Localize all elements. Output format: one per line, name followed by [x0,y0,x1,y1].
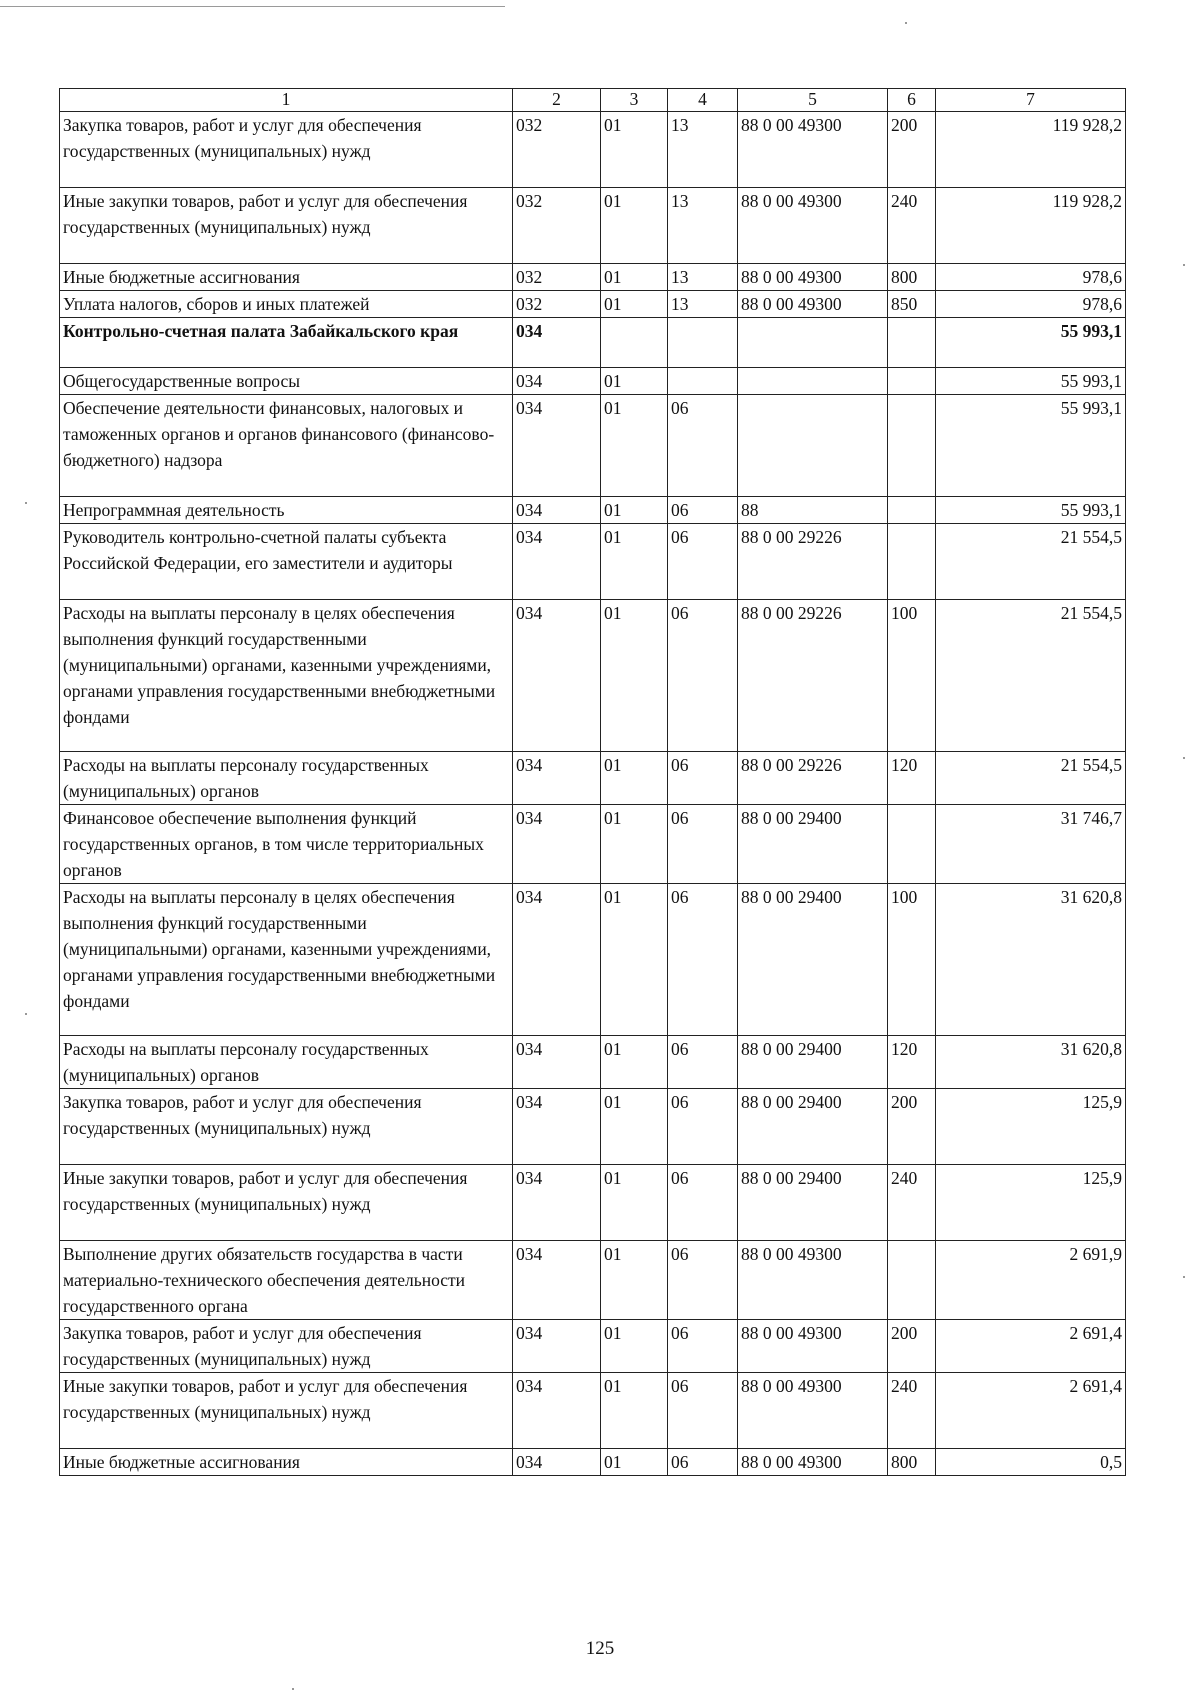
section-code-cell: 01 [601,884,668,1036]
row-name-cell: Уплата налогов, сборов и иных платежей [60,291,513,318]
scan-speck [25,502,27,504]
ministry-code-cell: 034 [513,1165,601,1241]
table-row [60,497,1126,524]
table-row [60,1373,1126,1449]
target-item-cell: 88 0 00 29400 [738,1165,888,1241]
ministry-code-cell: 032 [513,188,601,264]
table-row [60,318,1126,368]
section-code-cell: 01 [601,1320,668,1373]
ministry-code-cell: 034 [513,752,601,805]
amount-cell: 21 554,5 [936,524,1126,600]
row-name-cell: Контрольно-счетная палата Забайкальского края [60,318,513,368]
section-code-cell: 01 [601,1036,668,1089]
section-code-cell: 01 [601,112,668,188]
expense-type-cell: 200 [888,1320,936,1373]
amount-cell: 55 993,1 [936,368,1126,395]
ministry-code-cell: 032 [513,112,601,188]
table-row [60,368,1126,395]
ministry-code-cell: 034 [513,497,601,524]
target-item-cell: 88 0 00 49300 [738,291,888,318]
scan-speck [25,1013,27,1015]
document-page [59,88,1125,1476]
target-item-cell: 88 0 00 29226 [738,524,888,600]
target-item-cell: 88 0 00 49300 [738,264,888,291]
section-code-cell: 01 [601,291,668,318]
amount-cell: 31 620,8 [936,1036,1126,1089]
target-item-cell: 88 0 00 49300 [738,188,888,264]
row-name-cell: Закупка товаров, работ и услуг для обеспечения государственных (муниципальных) нужд [60,112,513,188]
header-cell: 6 [888,89,936,112]
section-code-cell: 01 [601,1373,668,1449]
amount-cell: 31 620,8 [936,884,1126,1036]
subsection-code-cell: 13 [668,112,738,188]
subsection-code-cell: 06 [668,884,738,1036]
row-name-cell: Выполнение других обязательств государства в части материально-технического обеспечения деятельности государственного органа [60,1241,513,1320]
table-row [60,1089,1126,1165]
ministry-code-cell: 034 [513,1036,601,1089]
target-item-cell: 88 0 00 49300 [738,1241,888,1320]
target-item-cell: 88 0 00 49300 [738,1449,888,1476]
table-row [60,1165,1126,1241]
section-code-cell: 01 [601,264,668,291]
amount-cell: 0,5 [936,1449,1126,1476]
subsection-code-cell: 06 [668,1036,738,1089]
row-name-cell: Расходы на выплаты персоналу в целях обеспечения выполнения функций государственными (муниципальными) органами, казенными учреждениями, органами управления государственными внебюджетными фондами [60,600,513,752]
expense-type-cell: 100 [888,884,936,1036]
target-item-cell: 88 0 00 29400 [738,805,888,884]
header-cell: 1 [60,89,513,112]
scan-edge-line [0,6,505,7]
expense-type-cell [888,395,936,497]
table-row [60,1320,1126,1373]
expense-type-cell: 200 [888,1089,936,1165]
section-code-cell: 01 [601,524,668,600]
amount-cell: 2 691,4 [936,1320,1126,1373]
header-cell: 3 [601,89,668,112]
amount-cell: 2 691,4 [936,1373,1126,1449]
amount-cell: 21 554,5 [936,752,1126,805]
ministry-code-cell: 034 [513,600,601,752]
target-item-cell: 88 0 00 29400 [738,884,888,1036]
scan-speck [1183,264,1185,266]
section-code-cell: 01 [601,368,668,395]
subsection-code-cell [668,318,738,368]
target-item-cell: 88 0 00 49300 [738,1373,888,1449]
expense-type-cell: 240 [888,1165,936,1241]
expense-type-cell: 800 [888,1449,936,1476]
ministry-code-cell: 034 [513,1373,601,1449]
expense-type-cell: 100 [888,600,936,752]
page-number: 125 [585,1638,615,1659]
subsection-code-cell: 06 [668,497,738,524]
amount-cell: 978,6 [936,291,1126,318]
row-name-cell: Закупка товаров, работ и услуг для обеспечения государственных (муниципальных) нужд [60,1320,513,1373]
row-name-cell: Закупка товаров, работ и услуг для обеспечения государственных (муниципальных) нужд [60,1089,513,1165]
amount-cell: 119 928,2 [936,112,1126,188]
table-row [60,884,1126,1036]
expense-type-cell: 850 [888,291,936,318]
section-code-cell: 01 [601,1165,668,1241]
table-body [60,89,1126,1476]
expense-type-cell [888,318,936,368]
row-name-cell: Непрограммная деятельность [60,497,513,524]
table-row [60,188,1126,264]
amount-cell: 31 746,7 [936,805,1126,884]
subsection-code-cell: 06 [668,1165,738,1241]
table-row [60,600,1126,752]
table-row [60,264,1126,291]
expense-type-cell [888,497,936,524]
ministry-code-cell: 034 [513,368,601,395]
section-code-cell: 01 [601,497,668,524]
target-item-cell: 88 0 00 29400 [738,1089,888,1165]
expense-type-cell: 120 [888,752,936,805]
ministry-code-cell: 032 [513,264,601,291]
section-code-cell: 01 [601,1089,668,1165]
subsection-code-cell: 06 [668,1449,738,1476]
table-row [60,1241,1126,1320]
ministry-code-cell: 034 [513,318,601,368]
row-name-cell: Иные бюджетные ассигнования [60,264,513,291]
row-name-cell: Руководитель контрольно-счетной палаты субъекта Российской Федерации, его заместители и аудиторы [60,524,513,600]
expense-type-cell [888,524,936,600]
ministry-code-cell: 034 [513,1449,601,1476]
section-code-cell: 01 [601,1449,668,1476]
table-row [60,524,1126,600]
table-row [60,1036,1126,1089]
subsection-code-cell: 06 [668,524,738,600]
amount-cell: 55 993,1 [936,497,1126,524]
header-cell: 7 [936,89,1126,112]
table-row [60,1449,1126,1476]
target-item-cell [738,368,888,395]
table-row [60,291,1126,318]
ministry-code-cell: 032 [513,291,601,318]
amount-cell: 125,9 [936,1165,1126,1241]
ministry-code-cell: 034 [513,1089,601,1165]
target-item-cell: 88 [738,497,888,524]
target-item-cell: 88 0 00 49300 [738,1320,888,1373]
section-code-cell: 01 [601,188,668,264]
expense-type-cell [888,1241,936,1320]
scan-speck [905,22,907,24]
subsection-code-cell [668,368,738,395]
row-name-cell: Иные бюджетные ассигнования [60,1449,513,1476]
row-name-cell: Расходы на выплаты персоналу государственных (муниципальных) органов [60,752,513,805]
target-item-cell [738,318,888,368]
ministry-code-cell: 034 [513,524,601,600]
section-code-cell: 01 [601,395,668,497]
amount-cell: 119 928,2 [936,188,1126,264]
expense-type-cell [888,368,936,395]
row-name-cell: Иные закупки товаров, работ и услуг для обеспечения государственных (муниципальных) нужд [60,1373,513,1449]
header-cell: 2 [513,89,601,112]
target-item-cell: 88 0 00 29226 [738,600,888,752]
section-code-cell: 01 [601,752,668,805]
subsection-code-cell: 06 [668,805,738,884]
amount-cell: 2 691,9 [936,1241,1126,1320]
amount-cell: 21 554,5 [936,600,1126,752]
table-row [60,112,1126,188]
ministry-code-cell: 034 [513,395,601,497]
amount-cell: 978,6 [936,264,1126,291]
expense-type-cell: 800 [888,264,936,291]
subsection-code-cell: 13 [668,264,738,291]
subsection-code-cell: 06 [668,752,738,805]
section-code-cell: 01 [601,1241,668,1320]
ministry-code-cell: 034 [513,805,601,884]
amount-cell: 55 993,1 [936,395,1126,497]
expense-type-cell: 120 [888,1036,936,1089]
amount-cell: 55 993,1 [936,318,1126,368]
table-row [60,395,1126,497]
section-code-cell: 01 [601,805,668,884]
header-cell: 5 [738,89,888,112]
subsection-code-cell: 06 [668,395,738,497]
section-code-cell: 01 [601,600,668,752]
expense-type-cell [888,805,936,884]
row-name-cell: Расходы на выплаты персоналу государственных (муниципальных) органов [60,1036,513,1089]
row-name-cell: Расходы на выплаты персоналу в целях обеспечения выполнения функций государственными (муниципальными) органами, казенными учреждениями, органами управления государственными внебюджетными фондами [60,884,513,1036]
amount-cell: 125,9 [936,1089,1126,1165]
subsection-code-cell: 06 [668,600,738,752]
table-row [60,805,1126,884]
expense-type-cell: 240 [888,1373,936,1449]
section-code-cell [601,318,668,368]
subsection-code-cell: 06 [668,1320,738,1373]
ministry-code-cell: 034 [513,884,601,1036]
table-row [60,752,1126,805]
target-item-cell: 88 0 00 49300 [738,112,888,188]
subsection-code-cell: 13 [668,188,738,264]
scan-speck [1183,757,1185,759]
header-row [60,89,1126,112]
subsection-code-cell: 06 [668,1241,738,1320]
scan-speck [292,1688,294,1690]
row-name-cell: Иные закупки товаров, работ и услуг для обеспечения государственных (муниципальных) нужд [60,188,513,264]
budget-table [59,88,1126,1476]
ministry-code-cell: 034 [513,1241,601,1320]
row-name-cell: Общегосударственные вопросы [60,368,513,395]
subsection-code-cell: 13 [668,291,738,318]
header-cell: 4 [668,89,738,112]
row-name-cell: Финансовое обеспечение выполнения функций государственных органов, в том числе территориальных органов [60,805,513,884]
target-item-cell: 88 0 00 29226 [738,752,888,805]
subsection-code-cell: 06 [668,1089,738,1165]
target-item-cell [738,395,888,497]
expense-type-cell: 200 [888,112,936,188]
row-name-cell: Обеспечение деятельности финансовых, налоговых и таможенных органов и органов финансового (финансово-бюджетного) надзора [60,395,513,497]
ministry-code-cell: 034 [513,1320,601,1373]
row-name-cell: Иные закупки товаров, работ и услуг для обеспечения государственных (муниципальных) нужд [60,1165,513,1241]
expense-type-cell: 240 [888,188,936,264]
target-item-cell: 88 0 00 29400 [738,1036,888,1089]
scan-speck [1183,1276,1185,1278]
subsection-code-cell: 06 [668,1373,738,1449]
